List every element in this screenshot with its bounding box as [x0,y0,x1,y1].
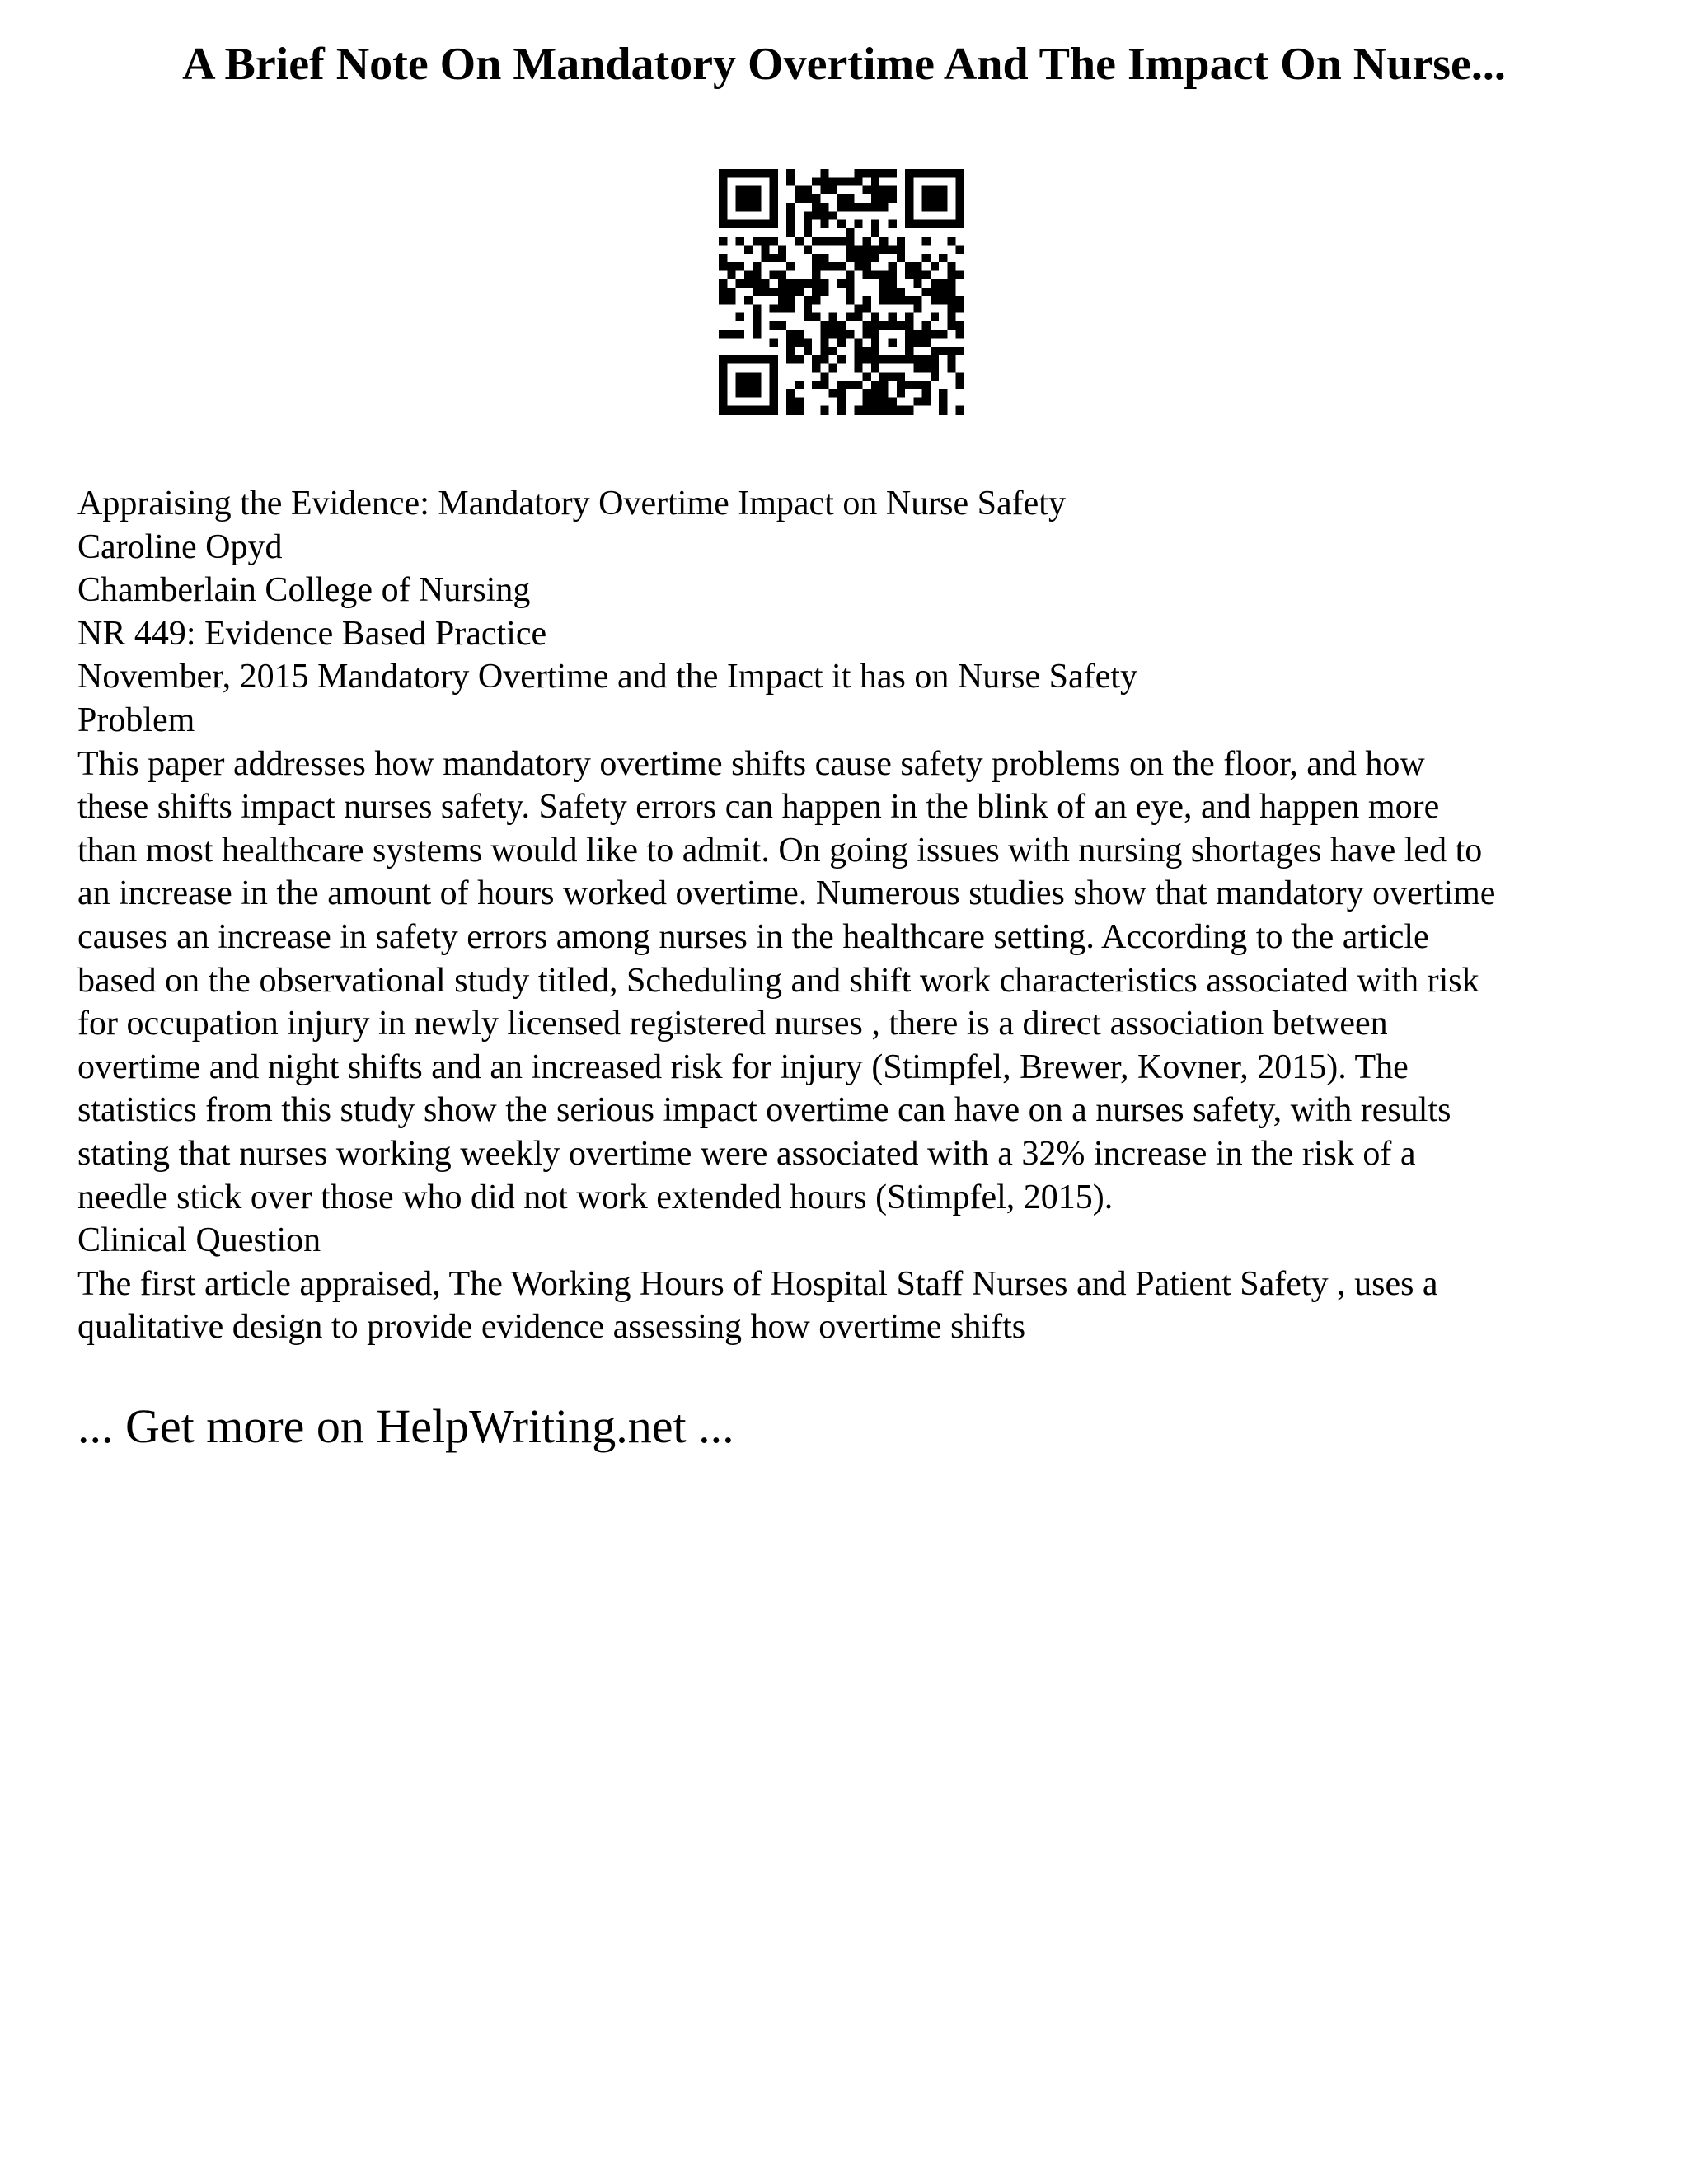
paragraph-line: needle stick over those who did not work extended hours (Stimpfel, 2015). [77,1178,1114,1216]
paragraph-line: statistics from this study show the serious impact overtime can have on a nurses safety, with results [77,1091,1451,1130]
get-more-link[interactable]: ... Get more on HelpWriting.net ... [77,1399,734,1453]
paragraph-line: for occupation injury in newly licensed registered nurses , there is a direct association between [77,1005,1388,1043]
paragraph-line: based on the observational study titled, Scheduling and shift work characteristics associated with risk [77,961,1479,1000]
course-line: NR 449: Evidence Based Practice [77,614,547,653]
paragraph-line: causes an increase in safety errors among nurses in the healthcare setting. According to the article [77,917,1429,956]
paragraph-line: overtime and night shifts and an increased risk for injury (Stimpfel, Brewer, Kovner, 2015). The [77,1047,1409,1086]
section-heading-clinical-question: Clinical Question [77,1221,321,1260]
page-title: A Brief Note On Mandatory Overtime And The Impact On Nurse... [182,39,1506,90]
section-heading-problem: Problem [77,701,195,739]
date-title-line: November, 2015 Mandatory Overtime and the Impact it has on Nurse Safety [77,658,1137,696]
paragraph-line: an increase in the amount of hours worked overtime. Numerous studies show that mandatory overtime [77,874,1496,913]
author-line: Caroline Opyd [77,527,283,566]
paragraph-line: The first article appraised, The Working Hours of Hospital Staff Nurses and Patient Safety , uses a [77,1264,1438,1303]
paragraph-line: stating that nurses working weekly overtime were associated with a 32% increase in the risk of a [77,1134,1416,1173]
paragraph-line: these shifts impact nurses safety. Safety errors can happen in the blink of an eye, and happen more [77,788,1440,827]
paragraph-line: qualitative design to provide evidence assessing how overtime shifts [77,1308,1026,1347]
paper-title-line: Appraising the Evidence: Mandatory Overtime Impact on Nurse Safety [77,485,1066,523]
institution-line: Chamberlain College of Nursing [77,571,531,610]
paragraph-line: than most healthcare systems would like to admit. On going issues with nursing shortages have led to [77,831,1483,869]
qr-code-icon [719,169,964,415]
document-body [77,482,1635,1349]
paragraph-line: This paper addresses how mandatory overtime shifts cause safety problems on the floor, and how [77,744,1425,783]
